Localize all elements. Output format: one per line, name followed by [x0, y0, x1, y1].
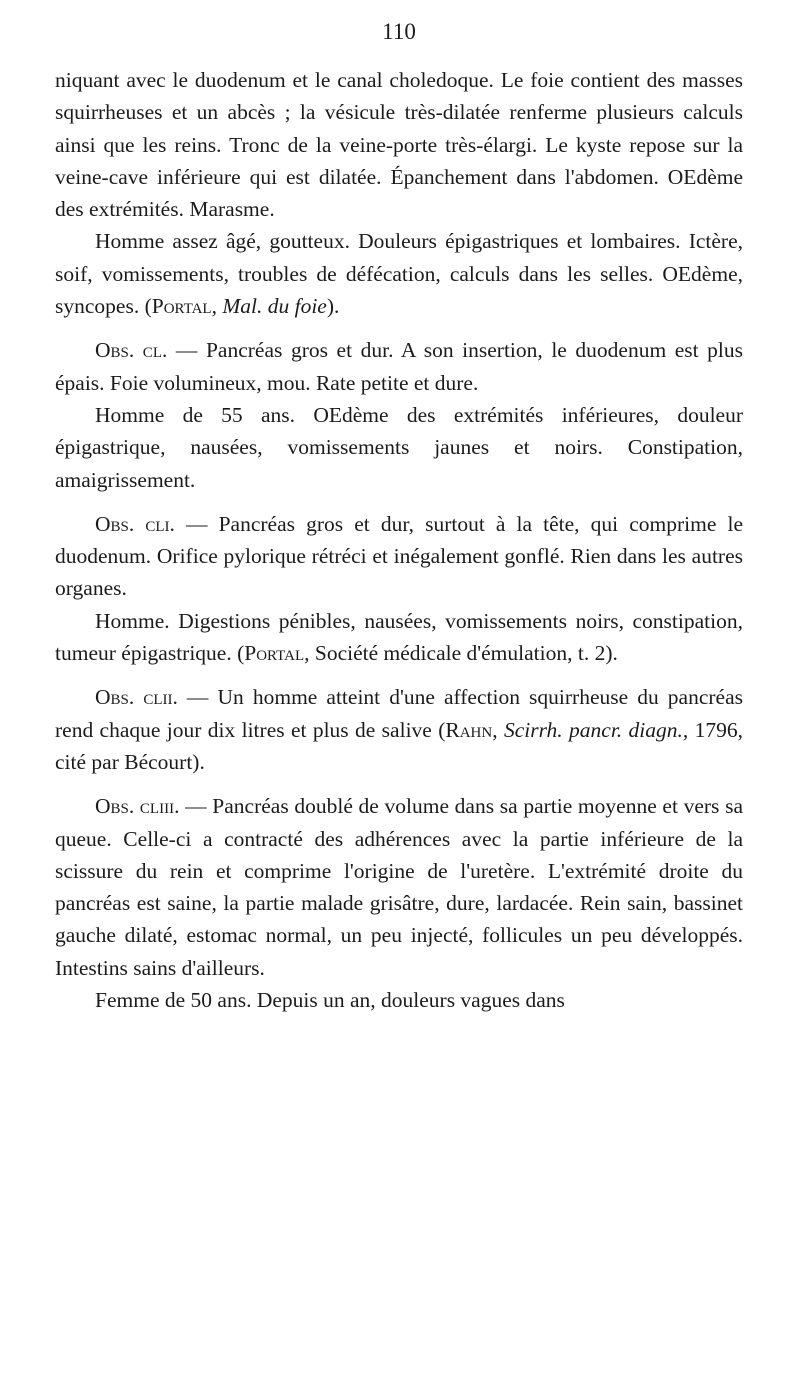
- body-text: , Société médicale d'émulation, t. 2).: [304, 641, 618, 666]
- body-text: ).: [326, 294, 340, 319]
- body-text: niquant avec le duodenum et le canal choledoque. Le foie contient des masses squirrheuses et un abcès ; la vésicule très-dilatée renferme plusieurs calculs ainsi que les reins. Tronc de la veine-porte très-élargi. Le kyste repose sur la veine-cave inférieure qui est dilatée. Épanchement dans l'abdomen. OEdème des extrémités. Marasme.: [55, 68, 743, 222]
- body-text: — Un homme atteint d'une affection squirrheuse du pancréas rend chaque jour dix litres et plus de salive (: [55, 685, 743, 742]
- small-caps-text: Portal: [244, 641, 305, 666]
- body-text: ,: [492, 717, 504, 742]
- small-caps-text: Obs. cl.: [95, 338, 168, 363]
- paragraph-obs-cl-history: [55, 399, 743, 496]
- body-text: Homme de 55 ans. OEdème des extrémités inférieures, douleur épigastrique, nausées, vomissements jaunes et noirs. Constipation, amaigrissement.: [55, 402, 743, 492]
- italic-text: Mal. du foie: [222, 294, 327, 319]
- small-caps-text: Obs. cli.: [95, 511, 175, 536]
- small-caps-text: Portal: [151, 294, 212, 319]
- body-text: Homme assez âgé, goutteux. Douleurs épigastriques et lombaires. Ictère, soif, vomissements, troubles de défécation, calculs dans les selles. OEdème, syncopes. (: [55, 229, 743, 319]
- small-caps-text: Obs. clii.: [95, 685, 178, 710]
- body-text: — Pancréas doublé de volume dans sa partie moyenne et vers sa queue. Celle-ci a contracté des adhérences avec la partie inférieure de la scissure du rein et comprime l'origine de l'uretère. L'extrémité droite du pancréas est saine, la partie malade grisâtre, dure, lardacée. Rein sain, bassinet gauche dilaté, estomac normal, un peu injecté, follicules un peu développés. Intestins sains d'ailleurs.: [55, 794, 743, 980]
- italic-text: Scirrh. pancr. diagn.: [503, 717, 683, 742]
- body-text: ,: [211, 294, 223, 319]
- page-number: 110: [382, 19, 416, 44]
- paragraph-obs-cli-history: [55, 605, 743, 670]
- body-text: — Pancréas gros et dur. A son insertion, le duodenum est plus épais. Foie volumineux, mou. Rate petite et dure.: [55, 338, 744, 395]
- paragraph-obs-cli: [55, 508, 743, 605]
- paragraph-patient-history: [55, 225, 743, 322]
- body-text: Femme de 50 ans. Depuis un an, douleurs vagues dans: [95, 988, 565, 1013]
- small-caps-text: Rahn: [445, 717, 493, 742]
- body-text: Homme. Digestions pénibles, nausées, vomissements noirs, constipation, tumeur épigastrique. (: [55, 608, 743, 666]
- paragraph-obs-clii: [55, 681, 743, 778]
- paragraph-obs-cl: [55, 334, 743, 399]
- body-text: — Pancréas gros et dur, surtout à la tête, qui comprime le duodenum. Orifice pylorique rétréci et inégalement gonflé. Rien dans les autres organes.: [55, 511, 743, 601]
- body-text: , 1796, cité par Bécourt).: [55, 717, 743, 774]
- paragraph-continuation: [55, 64, 743, 225]
- paragraph-obs-cliii-history: [55, 984, 743, 1016]
- small-caps-text: Obs. cliii.: [95, 794, 180, 819]
- paragraph-obs-cliii: [55, 790, 743, 984]
